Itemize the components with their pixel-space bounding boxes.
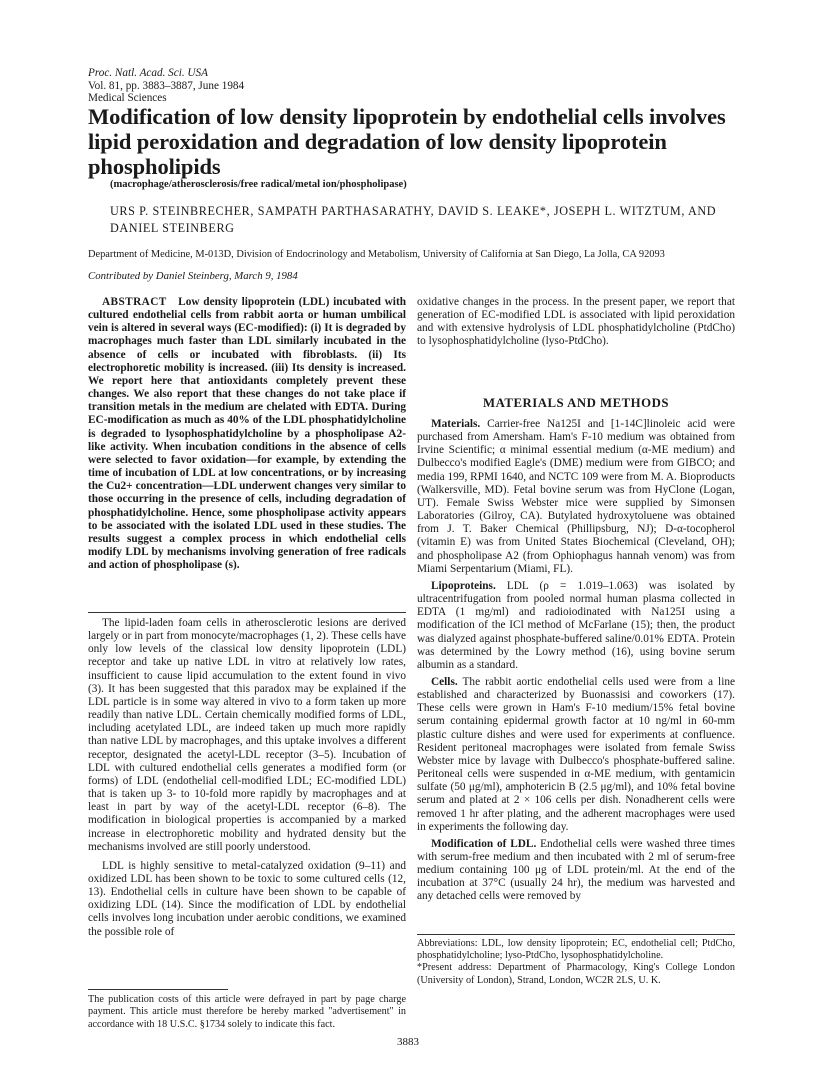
paragraph-lead: Modification of LDL. [431,837,537,850]
footnote-divider [417,934,735,935]
article-title: Modification of low density lipoprotein by endothelial cells involves lipid peroxidation and degradation of low density lipoprotein phospholipids [88,104,726,179]
affiliation: Department of Medicine, M-013D, Division of Endocrinology and Metabolism, University of California at San Diego, La Jolla, CA 92093 [88,249,665,260]
paragraph-text: LDL (ρ = 1.019–1.063) was isolated by ultracentrifugation from pooled normal human plasma collected in EDTA (1 mg/ml) and radioiodinated with Na125I using a modification of the ICl method of McFarlane (15); then, the product was dialyzed against phosphate-buffered saline/0.01% EDTA. Protein was determined by the Lowry method (16), using bovine serum albumin as a standard. [417,579,736,671]
journal-name: Proc. Natl. Acad. Sci. USA [88,67,208,79]
paragraph-text: Endothelial cells were washed three times with serum-free medium and then incubated with 2 ml of serum-free medium containing 100 μg of LDL protein/ml. At the end of the incubation at 37°C (usually 24 hr), the medium was harvested and any detached cells were removed by [417,837,735,903]
page-number: 3883 [397,1036,419,1048]
introduction [88,617,406,939]
authors: URS P. STEINBRECHER, SAMPATH PARTHASARATHY, DAVID S. LEAKE*, JOSEPH L. WITZTUM, AND DANIEL STEINBERG [110,204,717,235]
journal-header [88,67,244,105]
paragraph-lead: Cells. [431,675,458,688]
abstract [88,296,406,572]
intro-continuation [417,296,735,349]
methods-paragraph [417,676,735,834]
paragraph-text: Carrier-free Na125I and [1-14C]linoleic acid were purchased from Amersham. Ham's F-10 medium was obtained from Irvine Scientific; α minimal essential medium (α-ME medium) and Dulbecco's modified Eagle's (DME) medium were from GIBCO; and media 199, RPMI 1640, and NCTC 109 were from M. A. Bioproducts (Walkersville, MD). Fetal bovine serum was from HyClone (Logan, UT). Female Swiss Webster mice were supplied by Simonsen Laboratories (Gilroy, CA). Butylated hydroxytoluene was obtained from J. T. Baker Chemical (Phillipsburg, NJ); D-α-tocopherol (vitamin E) was from United States Biochemical (Cleveland, OH); and phospholipase A2 (from Ophiophagus hannah venom) was from Miami Serpentarium (Miami, FL). [417,418,736,575]
address-note: *Present address: Department of Pharmacology, King's College London (University of London), Strand, London, WC2R 2LS, U. K. [417,962,735,986]
footnotes [417,938,735,987]
paragraph-lead: Lipoproteins. [431,579,496,592]
volume-line: Vol. 81, pp. 3883–3887, June 1984 [88,79,245,92]
section-heading: MATERIALS AND METHODS [483,396,669,410]
intro-continuation-text: oxidative changes in the process. In the present paper, we report that generation of EC-modified LDL is associated with lipid peroxidation and with extensive hydrolysis of LDL phosphatidylcholine (PtdCho) to lysophosphatidylcholine (lyso-PtdCho). [417,296,735,348]
contributed-line: Contributed by Daniel Steinberg, March 9, 1984 [88,270,298,282]
publication-cost-note: The publication costs of this article were defrayed in part by page charge payment. This article must therefore be hereby marked "advertisement" in accordance with 18 U.S.C. §1734 solely to indicate this fact. [88,994,406,1030]
methods-paragraph [417,838,735,904]
footnote-divider [88,989,228,990]
methods-paragraph [417,580,735,672]
methods-body [417,418,735,904]
keywords: (macrophage/atherosclerosis/free radical/metal ion/phospholipase) [110,179,407,190]
intro-paragraph: LDL is highly sensitive to metal-catalyzed oxidation (9–11) and oxidized LDL has been shown to be toxic to some cultured cells (12, 13). Endothelial cells in culture have been shown to be capable of oxidizing LDL (14). Since the modification of LDL by endothelial cells involves long incubation under aerobic conditions, we examined the possible role of [88,859,406,938]
methods-paragraph [417,418,735,576]
abstract-text: Low density lipoprotein (LDL) incubated with cultured endothelial cells from rabbit aorta or human umbilical vein is altered in several ways (EC-modified): (i) It is degraded by macrophages much faster than LDL similarly incubated in the absence of cells or incubated with fibroblasts. (ii) Its electrophoretic mobility is increased. (iii) Its density is increased. We report here that antioxidants completely prevent these changes. We also report that these changes do not take place if transition metals in the medium are chelated with EDTA. During EC-modification as much as 40% of the LDL phosphatidylcholine is degraded to lysophosphatidylcholine by a phospholipase A2-like activity. When incubation conditions in the absence of cells were selected to favor oxidation—for example, by extending the time of incubation of LDL at low concentrations, or by increasing the Cu2+ concentration—LDL underwent changes very similar to those occurring in the presence of cells, including degradation of phosphatidylcholine. Hence, some phospholipase activity appears to be associated with the isolated LDL used in these studies. The results suggest a complex process in which endothelial cells modify LDL by mechanisms involving generation of free radicals and action of phospholipase (s). [88,296,406,572]
paragraph-lead: Materials. [431,418,481,430]
intro-paragraph: The lipid-laden foam cells in atherosclerotic lesions are derived largely or in part from monocyte/macrophages (1, 2). These cells have only low levels of the classical low density lipoprotein (LDL) receptor and take up native LDL in vitro at relatively low rates, insufficient to cause lipid accumulation to the extent found in vivo (3). It has been suggested that this paradox may be explained if the LDL particle is in some way altered in vivo to a form taken up more readily than native LDL. Certain chemically modified forms of LDL, including acetylated LDL, are indeed taken up much more rapidly than native LDL by macrophages, and this uptake involves a different receptor, designated the acetyl-LDL receptor (3–5). Incubation of LDL with cultured endothelial cells generates a modified form (or forms) of LDL (endothelial cell-modified LDL; EC-modified LDL) that is taken up 3- to 10-fold more rapidly by macrophages and at least in part by way of the acetyl-LDL receptor (6–8). The modification in biological properties is accompanied by a marked increase in electrophoretic mobility and hydrated density but the mechanisms involved are still poorly understood. [88,617,406,853]
abstract-label: ABSTRACT [102,296,167,308]
paragraph-text: The rabbit aortic endothelial cells used were from a line established and characterized by Buonassisi and coworkers (17). These cells were grown in Ham's F-10 medium/15% fetal bovine serum containing epidermal growth factor at 10 ng/ml in 60-mm plastic culture dishes and were used for experiments at confluence. Resident peritoneal macrophages were isolated from female Swiss Webster mice by lavage with Dulbecco's phosphate-buffered saline. Peritoneal cells were suspended in α-ME medium, with gentamicin sulfate (50 μg/ml), amphotericin B (2.5 μg/ml), and 10% fetal bovine serum and plated at 2 × 106 cells per dish. Nonadherent cells were removed 1 hr after plating, and the adherent macrophages were used in experiments the following day. [417,675,735,833]
abstract-divider [88,612,406,613]
abbreviations-note: Abbreviations: LDL, low density lipoprotein; EC, endothelial cell; PtdCho, phosphatidylcholine; lyso-PtdCho, lysophosphatidylcholine. [417,938,735,962]
section-name: Medical Sciences [88,92,167,105]
